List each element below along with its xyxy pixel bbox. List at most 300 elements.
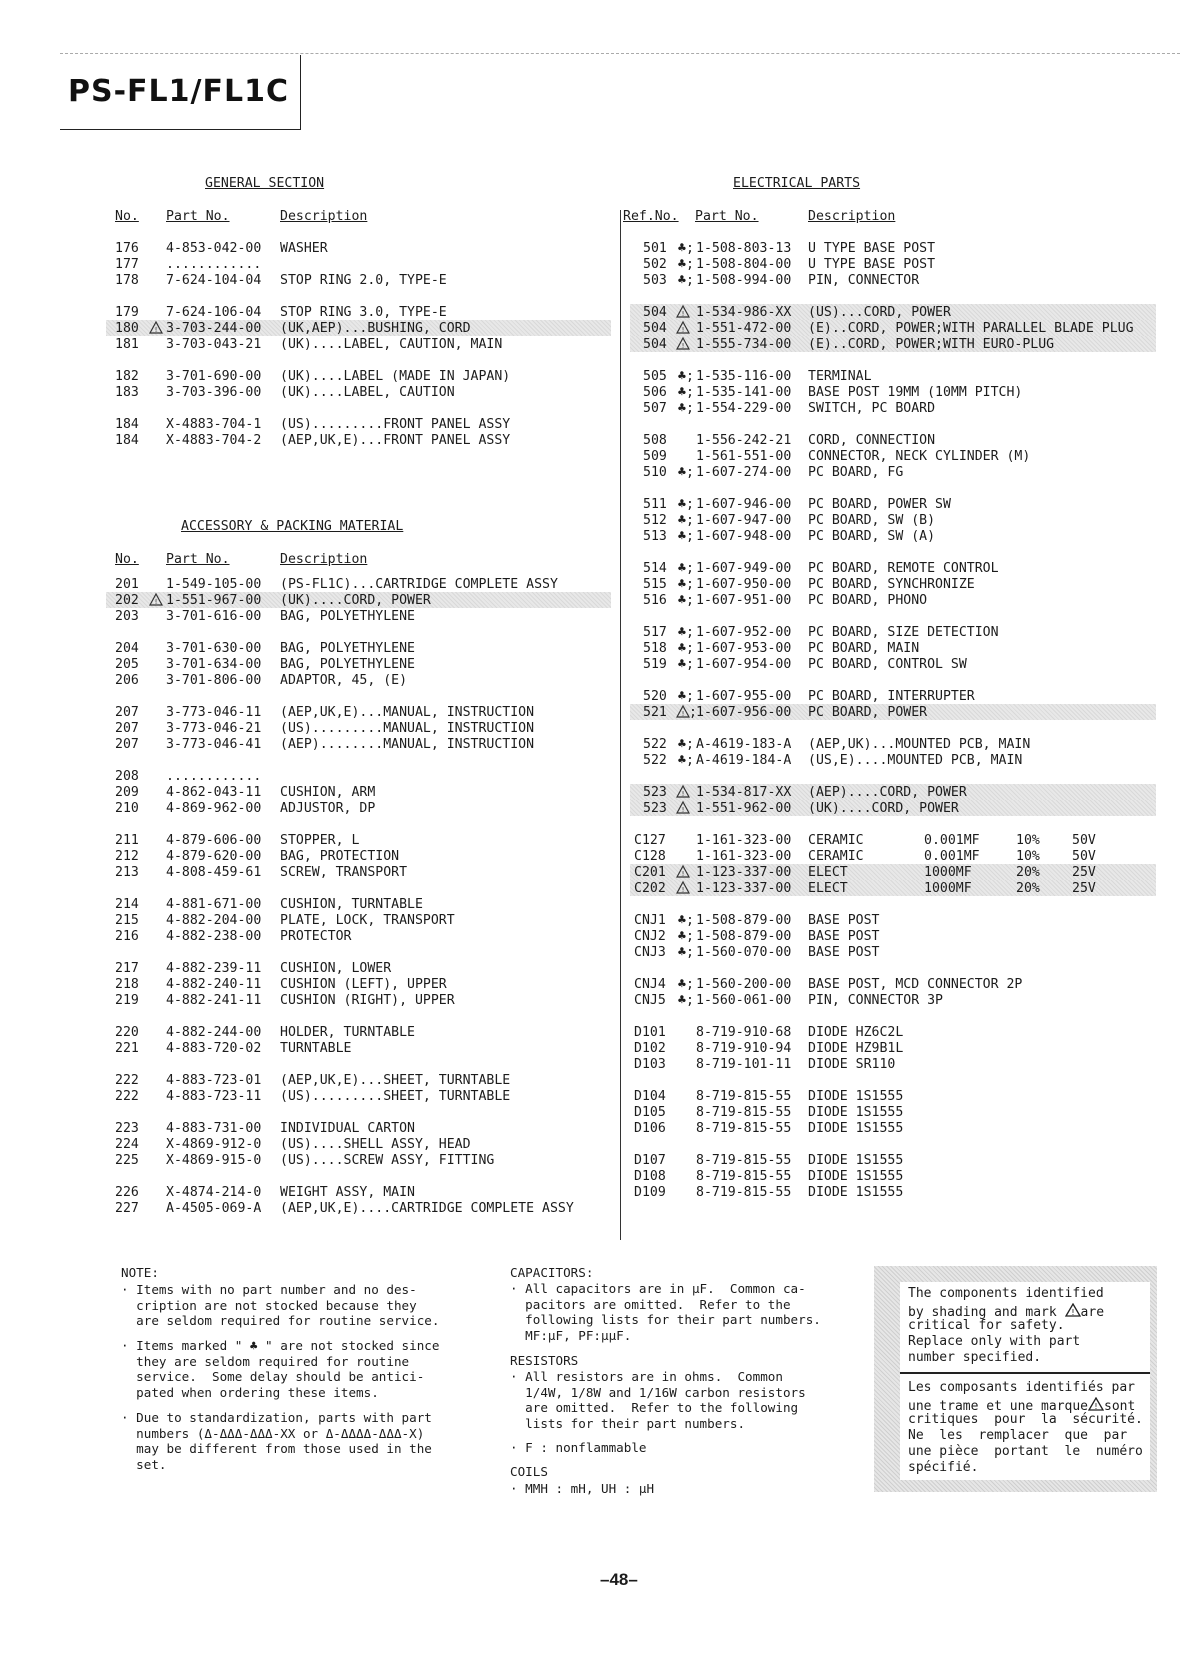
ref-no: 504 [643, 337, 667, 352]
description: CERAMIC [808, 833, 864, 848]
ref-no: C202 [634, 881, 666, 896]
stock-mark: ♣; [678, 993, 694, 1008]
description: PC BOARD, SYNCHRONIZE [808, 577, 975, 592]
description: (UK)....LABEL, CAUTION [280, 385, 455, 400]
description: TERMINAL [808, 369, 872, 384]
ref-no: D109 [634, 1185, 666, 1200]
description: BAG, POLYETHYLENE [280, 609, 415, 624]
description: DIODE 1S1555 [808, 1121, 904, 1136]
stock-mark: ♣; [678, 529, 694, 544]
part-number: A-4619-183-A [696, 737, 792, 752]
ref-no: D101 [634, 1025, 666, 1040]
stock-mark [678, 1169, 694, 1185]
accessory-header-part: Part No. [166, 552, 230, 567]
stock-mark: ♣; [678, 257, 694, 272]
part-number: 4-882-238-00 [166, 929, 262, 944]
description: DIODE 1S1555 [808, 1185, 904, 1200]
stock-mark [678, 1105, 694, 1121]
stock-mark [678, 1089, 694, 1105]
general-header-desc: Description [280, 209, 368, 224]
safety-fr-text: sont [1104, 1399, 1136, 1414]
resistors-title: RESISTORS [510, 1353, 579, 1368]
value: 0.001MF [924, 833, 980, 848]
description: HOLDER, TURNTABLE [280, 1025, 415, 1040]
svg-text:!: ! [681, 342, 685, 350]
ref-no: 202 [115, 593, 139, 608]
svg-text:!: ! [1094, 1402, 1098, 1411]
description: (US).........SHEET, TURNTABLE [280, 1089, 511, 1104]
ref-no: 215 [115, 913, 139, 928]
description: WEIGHT ASSY, MAIN [280, 1185, 415, 1200]
description: STOP RING 2.0, TYPE-E [280, 273, 447, 288]
ref-no: 521 [643, 705, 667, 720]
part-number: 3-701-806-00 [166, 673, 262, 688]
tolerance: 10% [1016, 849, 1040, 864]
part-number: 1-534-817-XX [696, 785, 792, 800]
ref-no: 184 [115, 433, 139, 448]
coils-title: COILS [510, 1464, 548, 1479]
description: (PS-FL1C)...CARTRIDGE COMPLETE ASSY [280, 577, 558, 592]
ref-no: 507 [643, 401, 667, 416]
ref-no: 523 [643, 801, 667, 816]
note-item: · Items with no part number and no des- cription are not stocked because they are seldom required for routine service. [121, 1282, 440, 1329]
tolerance: 20% [1016, 865, 1040, 880]
description: CONNECTOR, NECK CYLINDER (M) [808, 449, 1031, 464]
ref-no: 518 [643, 641, 667, 656]
ref-no: 209 [115, 785, 139, 800]
part-number: 1-555-734-00 [696, 337, 792, 352]
part-number: 8-719-815-55 [696, 1169, 792, 1184]
ref-no: 206 [115, 673, 139, 688]
warning-triangle-icon [149, 593, 163, 610]
part-number: 4-882-204-00 [166, 913, 262, 928]
part-number: X-4874-214-0 [166, 1185, 262, 1200]
description: PC BOARD, MAIN [808, 641, 920, 656]
svg-text:!: ! [681, 790, 685, 798]
warning-triangle-icon [676, 705, 690, 722]
warning-triangle-icon [676, 337, 690, 354]
ref-no: D105 [634, 1105, 666, 1120]
part-number: 1-607-948-00 [696, 529, 792, 544]
stock-mark: ♣; [678, 689, 694, 704]
part-number: 4-883-723-11 [166, 1089, 262, 1104]
part-number: 1-560-070-00 [696, 945, 792, 960]
ref-no: 201 [115, 577, 139, 592]
ref-no: 505 [643, 369, 667, 384]
stock-mark: ♣; [678, 753, 694, 768]
part-number: 8-719-815-55 [696, 1121, 792, 1136]
svg-text:!: ! [681, 710, 685, 718]
safety-fr-line: spécifié. [908, 1460, 979, 1475]
part-number: X-4869-915-0 [166, 1153, 262, 1168]
part-number: 1-607-950-00 [696, 577, 792, 592]
ref-no: 225 [115, 1153, 139, 1168]
stock-mark [678, 1041, 694, 1057]
ref-no: 501 [643, 241, 667, 256]
part-number: 4-882-244-00 [166, 1025, 262, 1040]
part-number: 8-719-101-11 [696, 1057, 792, 1072]
stock-mark [678, 849, 694, 865]
description: PIN, CONNECTOR 3P [808, 993, 943, 1008]
ref-no: 223 [115, 1121, 139, 1136]
ref-no: 210 [115, 801, 139, 816]
safety-notice-inner [900, 1282, 1150, 1480]
voltage: 50V [1072, 833, 1096, 848]
description: PC BOARD, REMOTE CONTROL [808, 561, 999, 576]
safety-divider [900, 1372, 1150, 1374]
ref-no: 502 [643, 257, 667, 272]
column-divider [620, 210, 621, 1240]
description: DIODE 1S1555 [808, 1153, 904, 1168]
stock-mark: ♣; [678, 625, 694, 640]
part-number: 1-551-967-00 [166, 593, 262, 608]
ref-no: 522 [643, 737, 667, 752]
description: CUSHION, TURNTABLE [280, 897, 423, 912]
part-number: 1-508-803-13 [696, 241, 792, 256]
part-number: 4-882-240-11 [166, 977, 262, 992]
part-number: 1-607-952-00 [696, 625, 792, 640]
ref-no: 214 [115, 897, 139, 912]
model-title: PS-FL1/FL1C [68, 74, 289, 109]
ref-no: 222 [115, 1089, 139, 1104]
ref-no: 180 [115, 321, 139, 336]
description: (UK)....LABEL, CAUTION, MAIN [280, 337, 503, 352]
stock-mark: ♣; [678, 241, 694, 256]
accessory-header-desc: Description [280, 552, 368, 567]
stock-mark: ♣; [678, 657, 694, 672]
ref-no: 226 [115, 1185, 139, 1200]
part-number: 4-883-723-01 [166, 1073, 262, 1088]
safety-en-line: critical for safety. [908, 1318, 1065, 1333]
description: PROTECTOR [280, 929, 352, 944]
ref-no: 508 [643, 433, 667, 448]
part-number: 7-624-104-04 [166, 273, 262, 288]
capacitors-text: · All capacitors are in μF. Common ca- pacitors are omitted. Refer to the following lists for their part numbers. MF:μF, PF:μμF. [510, 1281, 821, 1343]
part-number: 1-561-551-00 [696, 449, 792, 464]
description: PC BOARD, CONTROL SW [808, 657, 967, 672]
stock-mark [678, 433, 694, 449]
part-number: 1-534-986-XX [696, 305, 792, 320]
part-number: 1-560-061-00 [696, 993, 792, 1008]
warning-triangle-icon [1065, 1303, 1081, 1322]
warning-triangle-icon [676, 801, 690, 818]
part-number: 1-607-947-00 [696, 513, 792, 528]
description: PC BOARD, POWER SW [808, 497, 951, 512]
svg-text:!: ! [681, 806, 685, 814]
part-number: 3-773-046-41 [166, 737, 262, 752]
part-number: 4-882-241-11 [166, 993, 262, 1008]
ref-no: 504 [643, 305, 667, 320]
resistors-text: · All resistors are in ohms. Common 1/4W, 1/8W and 1/16W carbon resistors are omitted. Refer to the following lists for their part numbers. [510, 1369, 806, 1431]
description: WASHER [280, 241, 328, 256]
ref-no: 212 [115, 849, 139, 864]
ref-no: 511 [643, 497, 667, 512]
svg-text:!: ! [681, 870, 685, 878]
part-number: 4-853-042-00 [166, 241, 262, 256]
part-number: X-4883-704-1 [166, 417, 262, 432]
ref-no: 506 [643, 385, 667, 400]
value: 1000MF [924, 881, 972, 896]
part-number: 4-879-620-00 [166, 849, 262, 864]
stock-mark: ♣; [678, 497, 694, 512]
safety-fr-line: une pièce portant le numéro [908, 1444, 1143, 1459]
description: ADAPTOR, 45, (E) [280, 673, 408, 688]
description: CUSHION (LEFT), UPPER [280, 977, 447, 992]
stock-mark: ; [689, 705, 697, 720]
stock-mark: ♣; [678, 929, 694, 944]
part-number: 8-719-910-94 [696, 1041, 792, 1056]
ref-no: 219 [115, 993, 139, 1008]
ref-no: 224 [115, 1137, 139, 1152]
safety-en-text: by shading and mark [908, 1305, 1065, 1320]
ref-no: 213 [115, 865, 139, 880]
electrical-header-part: Part No. [695, 209, 759, 224]
ref-no: 217 [115, 961, 139, 976]
ref-no: 220 [115, 1025, 139, 1040]
ref-no: 177 [115, 257, 139, 272]
part-number: 1-123-337-00 [696, 881, 792, 896]
ref-no: 205 [115, 657, 139, 672]
voltage: 25V [1072, 865, 1096, 880]
part-number: 1-607-946-00 [696, 497, 792, 512]
ref-no: 184 [115, 417, 139, 432]
part-number: 4-879-606-00 [166, 833, 262, 848]
ref-no: CNJ3 [634, 945, 666, 960]
safety-fr-line: Les composants identifiés par [908, 1380, 1135, 1395]
stock-mark: ♣; [678, 737, 694, 752]
part-number: X-4869-912-0 [166, 1137, 262, 1152]
safety-fr-line: Ne les remplacer que par [908, 1428, 1128, 1443]
part-number: 1-560-200-00 [696, 977, 792, 992]
description: TURNTABLE [280, 1041, 352, 1056]
description: CORD, CONNECTION [808, 433, 936, 448]
description: INDIVIDUAL CARTON [280, 1121, 415, 1136]
description: CUSHION, ARM [280, 785, 376, 800]
description: (AEP,UK,E)....CARTRIDGE COMPLETE ASSY [280, 1201, 574, 1216]
svg-text:!: ! [1070, 1308, 1075, 1317]
description: U TYPE BASE POST [808, 241, 936, 256]
ref-no: 208 [115, 769, 139, 784]
part-number: ............ [166, 769, 262, 784]
svg-text:!: ! [681, 310, 685, 318]
ref-no: 207 [115, 721, 139, 736]
ref-no: 227 [115, 1201, 139, 1216]
description: ELECT [808, 881, 848, 896]
description: (AEP,UK)...MOUNTED PCB, MAIN [808, 737, 1031, 752]
description: (AEP,UK,E)...FRONT PANEL ASSY [280, 433, 511, 448]
description: (AEP)....CORD, POWER [808, 785, 967, 800]
description: CERAMIC [808, 849, 864, 864]
part-number: 1-607-954-00 [696, 657, 792, 672]
description: CUSHION, LOWER [280, 961, 392, 976]
description: SWITCH, PC BOARD [808, 401, 936, 416]
part-number: 1-508-879-00 [696, 929, 792, 944]
part-number: 1-535-116-00 [696, 369, 792, 384]
description: (UK,AEP)...BUSHING, CORD [280, 321, 471, 336]
part-number: 1-508-879-00 [696, 913, 792, 928]
stock-mark: ♣; [678, 577, 694, 592]
part-number: 4-881-671-00 [166, 897, 262, 912]
stock-mark [678, 1185, 694, 1201]
ref-no: C127 [634, 833, 666, 848]
general-header-part: Part No. [166, 209, 230, 224]
stock-mark: ♣; [678, 513, 694, 528]
header-rule [60, 53, 1180, 54]
part-number: 1-607-951-00 [696, 593, 792, 608]
description: STOP RING 3.0, TYPE-E [280, 305, 447, 320]
part-number: 1-607-274-00 [696, 465, 792, 480]
voltage: 25V [1072, 881, 1096, 896]
part-number: 3-773-046-21 [166, 721, 262, 736]
ref-no: 515 [643, 577, 667, 592]
description: BASE POST, MCD CONNECTOR 2P [808, 977, 1023, 992]
description: PC BOARD, INTERRUPTER [808, 689, 975, 704]
ref-no: 182 [115, 369, 139, 384]
stock-mark [678, 833, 694, 849]
description: PC BOARD, SIZE DETECTION [808, 625, 999, 640]
part-number: 8-719-815-55 [696, 1089, 792, 1104]
svg-text:!: ! [681, 326, 685, 334]
ref-no: 179 [115, 305, 139, 320]
description: PC BOARD, SW (A) [808, 529, 936, 544]
ref-no: 222 [115, 1073, 139, 1088]
part-number: 4-862-043-11 [166, 785, 262, 800]
part-number: 1-551-962-00 [696, 801, 792, 816]
part-number: 8-719-910-68 [696, 1025, 792, 1040]
description: (US)...CORD, POWER [808, 305, 951, 320]
part-number: 3-703-244-00 [166, 321, 262, 336]
safety-en-text: are [1080, 1305, 1105, 1320]
ref-no: 504 [643, 321, 667, 336]
stock-mark: ♣; [678, 273, 694, 288]
ref-no: 211 [115, 833, 139, 848]
description: (US,E)....MOUNTED PCB, MAIN [808, 753, 1023, 768]
description: (AEP,UK,E)...SHEET, TURNTABLE [280, 1073, 511, 1088]
note-item: · Due to standardization, parts with part numbers (Δ-ΔΔΔ-ΔΔΔ-XX or Δ-ΔΔΔΔ-ΔΔΔ-X) may be different from those used in the set. [121, 1410, 432, 1472]
description: (US).........MANUAL, INSTRUCTION [280, 721, 535, 736]
part-number: X-4883-704-2 [166, 433, 262, 448]
ref-no: 520 [643, 689, 667, 704]
stock-mark: ♣; [678, 945, 694, 960]
safety-fr-line: critiques pour la sécurité. [908, 1412, 1143, 1427]
description: BAG, POLYETHYLENE [280, 641, 415, 656]
description: PC BOARD, POWER [808, 705, 928, 720]
notes-title: NOTE: [121, 1265, 159, 1280]
description: (US)....SHELL ASSY, HEAD [280, 1137, 471, 1152]
description: BAG, POLYETHYLENE [280, 657, 415, 672]
part-number: 3-773-046-11 [166, 705, 262, 720]
ref-no: 183 [115, 385, 139, 400]
part-number: 1-607-956-00 [696, 705, 792, 720]
safety-notice-box [874, 1266, 1157, 1492]
general-section-title: GENERAL SECTION [205, 176, 325, 191]
part-number: A-4619-184-A [696, 753, 792, 768]
ref-no: 207 [115, 705, 139, 720]
stock-mark [678, 1025, 694, 1041]
ref-no: 204 [115, 641, 139, 656]
ref-no: 514 [643, 561, 667, 576]
safety-en-line: Replace only with part [908, 1334, 1081, 1349]
safety-en-line: The components identified [908, 1286, 1104, 1301]
stock-mark: ♣; [678, 369, 694, 384]
description: PC BOARD, FG [808, 465, 904, 480]
stock-mark [678, 449, 694, 465]
part-number: 1-161-323-00 [696, 833, 792, 848]
stock-mark: ♣; [678, 401, 694, 416]
part-number: ............ [166, 257, 262, 272]
stock-mark: ♣; [678, 977, 694, 992]
svg-text:!: ! [681, 886, 685, 894]
description: (US)....SCREW ASSY, FITTING [280, 1153, 495, 1168]
electrical-section-title: ELECTRICAL PARTS [733, 176, 861, 191]
part-number: 1-607-955-00 [696, 689, 792, 704]
description: PC BOARD, PHONO [808, 593, 928, 608]
part-number: 4-883-731-00 [166, 1121, 262, 1136]
part-number: 8-719-815-55 [696, 1185, 792, 1200]
part-number: 1-551-472-00 [696, 321, 792, 336]
warning-triangle-icon [149, 321, 163, 338]
part-number: 1-607-953-00 [696, 641, 792, 656]
ref-no: D106 [634, 1121, 666, 1136]
part-number: 1-554-229-00 [696, 401, 792, 416]
description: PC BOARD, SW (B) [808, 513, 936, 528]
ref-no: 516 [643, 593, 667, 608]
description: ADJUSTOR, DP [280, 801, 376, 816]
tolerance: 20% [1016, 881, 1040, 896]
stock-mark [678, 1121, 694, 1137]
description: DIODE 1S1555 [808, 1089, 904, 1104]
stock-mark [678, 1153, 694, 1169]
description: (UK)....CORD, POWER [280, 593, 431, 608]
part-number: 1-508-804-00 [696, 257, 792, 272]
ref-no: 216 [115, 929, 139, 944]
ref-no: CNJ2 [634, 929, 666, 944]
description: (E)..CORD, POWER;WITH PARALLEL BLADE PLUG [808, 321, 1134, 336]
ref-no: 176 [115, 241, 139, 256]
accessory-section-title: ACCESSORY & PACKING MATERIAL [181, 519, 404, 534]
description: BASE POST [808, 929, 880, 944]
part-number: 3-703-396-00 [166, 385, 262, 400]
part-number: 1-535-141-00 [696, 385, 792, 400]
description: PIN, CONNECTOR [808, 273, 920, 288]
ref-no: CNJ4 [634, 977, 666, 992]
description: BASE POST [808, 945, 880, 960]
description: BASE POST [808, 913, 880, 928]
ref-no: D103 [634, 1057, 666, 1072]
capacitors-title: CAPACITORS: [510, 1265, 594, 1280]
description: BASE POST 19MM (10MM PITCH) [808, 385, 1023, 400]
note-item: · Items marked " ♣ " are not stocked since they are seldom required for routine service. Some delay should be antici- pated when ordering these items. [121, 1338, 440, 1400]
stock-mark: ♣; [678, 385, 694, 400]
coils-text: · MMH : mH, UH : μH [510, 1481, 655, 1496]
description: (AEP,UK,E)...MANUAL, INSTRUCTION [280, 705, 535, 720]
ref-no: 221 [115, 1041, 139, 1056]
electrical-header-desc: Description [808, 209, 896, 224]
ref-no: 509 [643, 449, 667, 464]
ref-no: 510 [643, 465, 667, 480]
ref-no: 522 [643, 753, 667, 768]
stock-mark [678, 1057, 694, 1073]
ref-no: 503 [643, 273, 667, 288]
ref-no: 513 [643, 529, 667, 544]
ref-no: 517 [643, 625, 667, 640]
page-number: –48– [600, 1570, 638, 1589]
stock-mark: ♣; [678, 561, 694, 576]
part-number: 4-808-459-61 [166, 865, 262, 880]
ref-no: D102 [634, 1041, 666, 1056]
part-number: 1-508-994-00 [696, 273, 792, 288]
description: (UK)....CORD, POWER [808, 801, 959, 816]
